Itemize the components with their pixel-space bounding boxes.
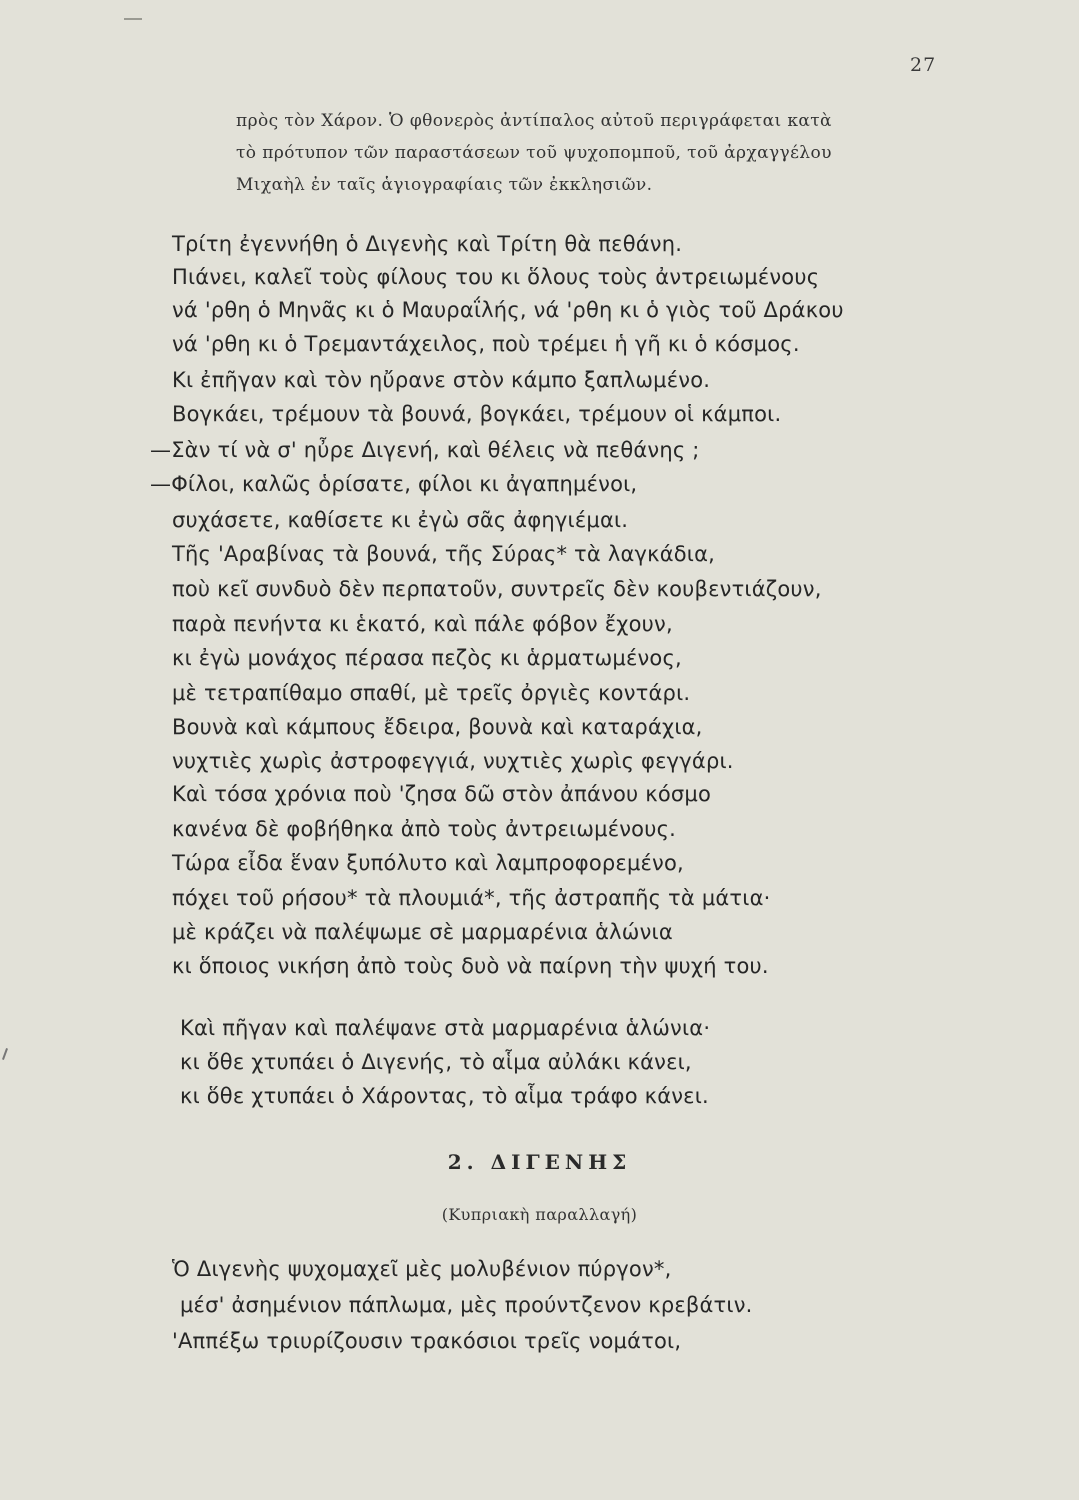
verse-line: κι ὅθε χτυπάει ὁ Χάροντας, τὸ αἷμα τράφο κάνει.: [180, 1084, 709, 1108]
verse-line: κι ὅποιος νικήση ἀπὸ τοὺς δυὸ νὰ παίρνη τὴν ψυχή του.: [172, 954, 769, 978]
verse-line: συχάσετε, καθίσετε κι ἐγὼ σᾶς ἀφηγιέμαι.: [172, 508, 629, 532]
verse-line: Τῆς 'Αραβίνας τὰ βουνά, τῆς Σύρας* τὰ λαγκάδια,: [172, 542, 716, 566]
verse-line: μέσ' ἀσημένιον πάπλωμα, μὲς προύντζενον κρεβάτιν.: [180, 1293, 753, 1317]
verse-line: μὲ κράζει νὰ παλέψωμε σὲ μαρμαρένια ἁλώνια: [172, 920, 673, 944]
corner-mark: [124, 18, 142, 20]
page-number: 27: [910, 54, 937, 76]
verse-line: Ὁ Διγενὴς ψυχομαχεῖ μὲς μολυβένιον πύργον*,: [172, 1257, 672, 1281]
verse-line: Καὶ τόσα χρόνια ποὺ 'ζησα δῶ στὸν ἀπάνου κόσμο: [172, 782, 712, 806]
verse-line: —Σὰν τί νὰ σ' ηὖρε Διγενή, καὶ θέλεις νὰ πεθάνης ;: [150, 438, 700, 462]
verse-line: πόχει τοῦ ρήσου* τὰ πλουμιά*, τῆς ἀστραπῆς τὰ μάτια·: [172, 886, 771, 910]
verse-line: κανένα δὲ φοβήθηκα ἀπὸ τοὺς ἀντρειωμένους.: [172, 817, 676, 841]
verse-line: μὲ τετραπίθαμο σπαθί, μὲ τρεῖς ὀργιὲς κοντάρι.: [172, 681, 691, 705]
intro-line: τὸ πρότυπον τῶν παραστάσεων τοῦ ψυχοπομποῦ, τοῦ ἀρχαγγέλου: [236, 143, 832, 163]
verse-line: κι ἐγὼ μονάχος πέρασα πεζὸς κι ἁρματωμένος,: [172, 646, 682, 670]
verse-line: Καὶ πῆγαν καὶ παλέψανε στὰ μαρμαρένια ἁλώνια·: [180, 1016, 711, 1040]
verse-line: Βουνὰ καὶ κάμπους ἔδειρα, βουνὰ καὶ καταράχια,: [172, 715, 703, 739]
verse-line: 'Αππέξω τριυρίζουσιν τρακόσιοι τρεῖς νομάτοι,: [172, 1329, 682, 1353]
verse-line: Τώρα εἶδα ἕναν ξυπόλυτο καὶ λαμπροφορεμένο,: [172, 851, 684, 875]
verse-line: Τρίτη ἐγεννήθη ὁ Διγενὴς καὶ Τρίτη θὰ πεθάνη.: [172, 232, 683, 256]
verse-line: ποὺ κεῖ συνδυὸ δὲν περπατοῦν, συντρεῖς δὲν κουβεντιάζουν,: [172, 577, 822, 601]
verse-line: νυχτιὲς χωρὶς ἀστροφεγγιά, νυχτιὲς χωρὶς φεγγάρι.: [172, 749, 734, 773]
margin-mark: [2, 1048, 8, 1060]
section-subtitle: (Κυπριακὴ παραλλαγή): [441, 1205, 638, 1224]
intro-line: πρὸς τὸν Χάρον. Ὁ φθονερὸς ἀντίπαλος αὐτοῦ περιγράφεται κατὰ: [236, 111, 832, 131]
verse-line: νά 'ρθη ὁ Μηνᾶς κι ὁ Μαυραΐλής, νά 'ρθη κι ὁ γιὸς τοῦ Δράκου: [172, 298, 844, 322]
verse-line: —Φίλοι, καλῶς ὁρίσατε, φίλοι κι ἀγαπημένοι,: [150, 472, 638, 496]
section-heading: 2. ΔΙΓΕΝΗΣ: [447, 1150, 632, 1174]
verse-line: νά 'ρθη κι ὁ Τρεμαντάχειλος, ποὺ τρέμει ἡ γῆ κι ὁ κόσμος.: [172, 332, 800, 356]
verse-line: κι ὅθε χτυπάει ὁ Διγενής, τὸ αἷμα αὐλάκι κάνει,: [180, 1050, 692, 1074]
verse-line: Βογκάει, τρέμουν τὰ βουνά, βογκάει, τρέμουν οἱ κάμποι.: [172, 402, 782, 426]
verse-line: παρὰ πενήντα κι ἑκατό, καὶ πάλε φόβον ἔχουν,: [172, 612, 673, 636]
verse-line: Πιάνει, καλεῖ τοὺς φίλους του κι ὅλους τοὺς ἀντρειωμένους: [172, 265, 820, 289]
verse-line: Κι ἐπῆγαν καὶ τὸν ηὔρανε στὸν κάμπο ξαπλωμένο.: [172, 368, 711, 392]
intro-line: Μιχαὴλ ἐν ταῖς ἁγιογραφίαις τῶν ἐκκλησιῶν.: [236, 175, 653, 195]
